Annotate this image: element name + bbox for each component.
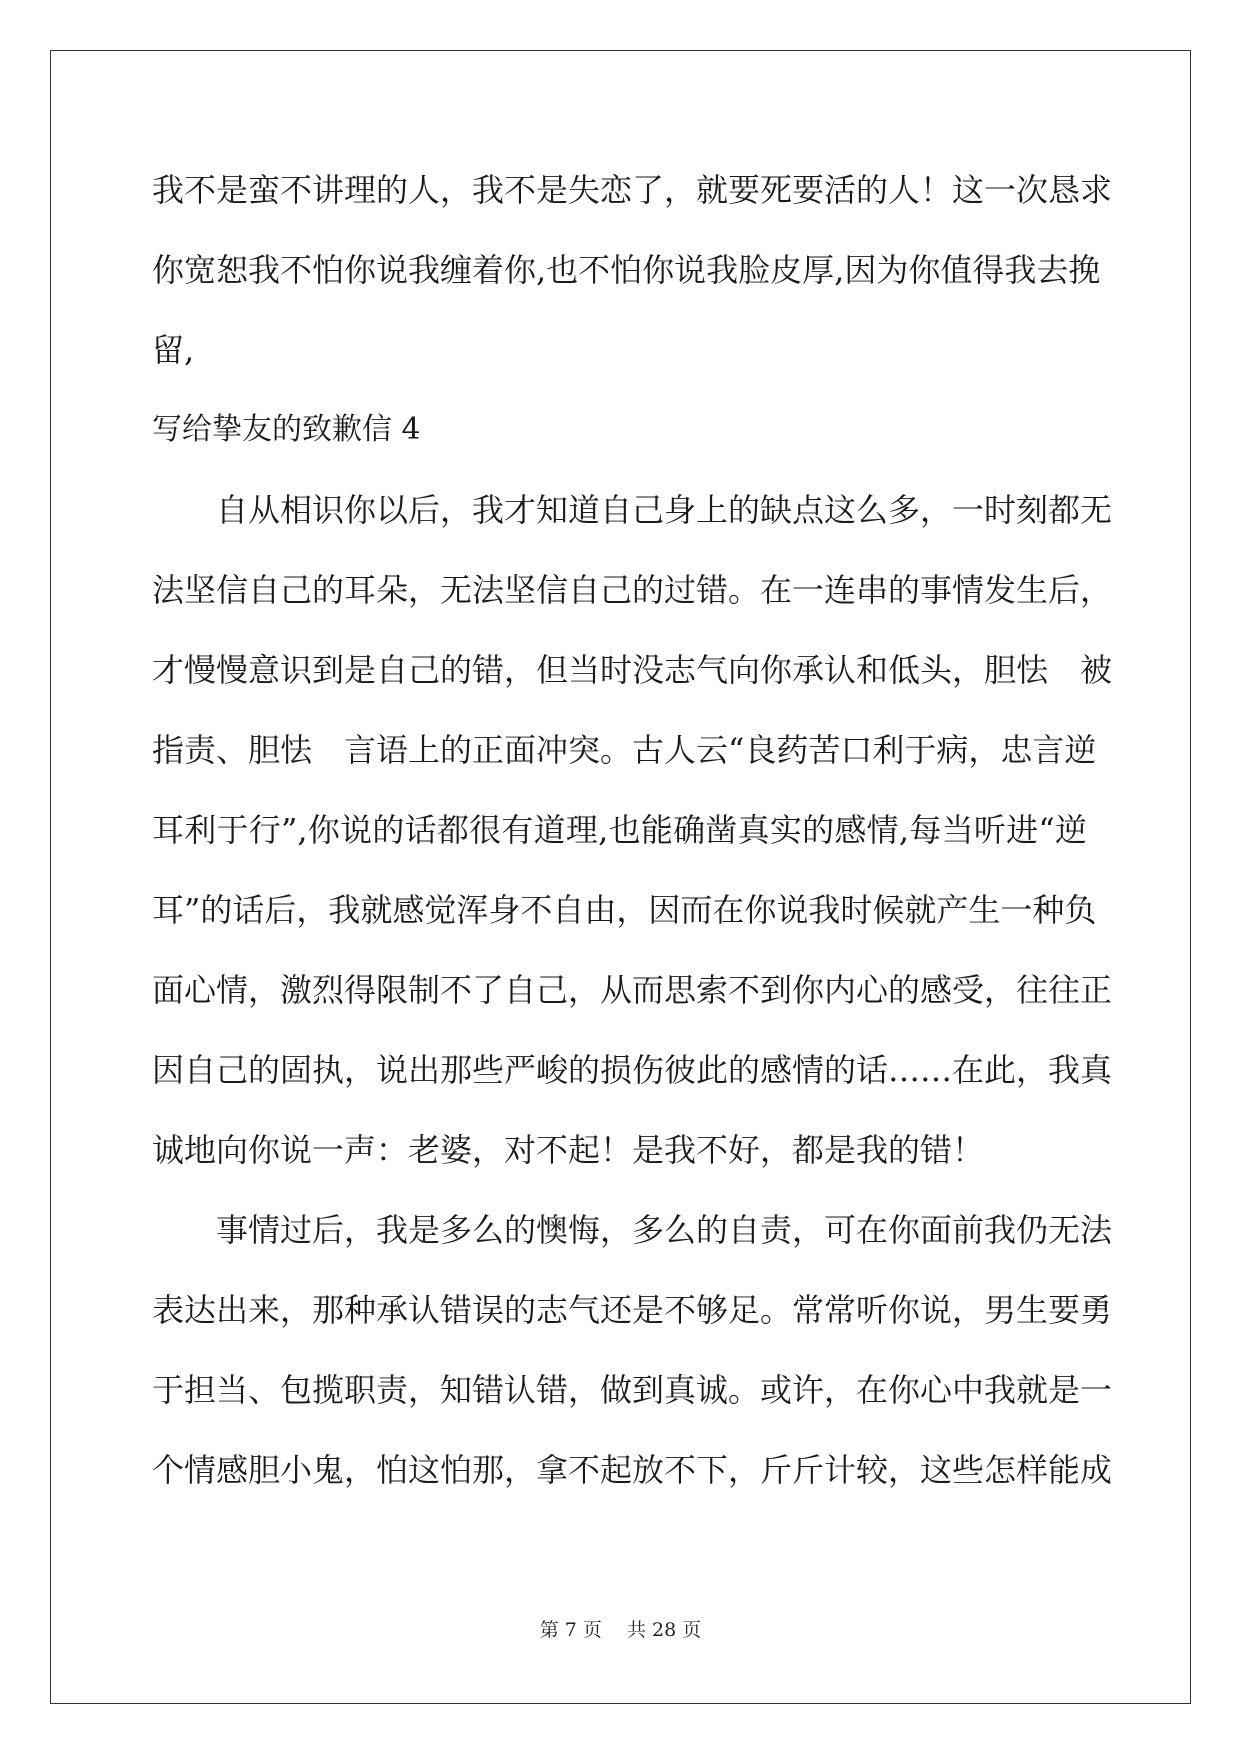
paragraph-1-line-5: 耳利于行”,你说的话都很有道理,也能确凿真实的感情,每当听进“逆 (152, 811, 1087, 849)
paragraph-1-line-8: 因自己的固执，说出那些严峻的损伤彼此的感情的话……在此，我真 (152, 1051, 1113, 1089)
paragraph-1-line-6: 耳”的话后，我就感觉浑身不自由，因而在你说我时候就产生一种负 (152, 891, 1097, 929)
text-line-3: 留, (152, 331, 195, 369)
paragraph-2-line-2: 表达出来，那种承认错误的志气还是不够足。常常听你说，男生要勇 (152, 1291, 1113, 1329)
paragraph-2-line-4: 个情感胆小鬼，怕这怕那，拿不起放不下，斤斤计较，这些怎样能成 (152, 1451, 1113, 1489)
page-number-footer: 第 7 页 共 28 页 (539, 1619, 702, 1641)
paragraph-1-line-1: 自从相识你以后，我才知道自己身上的缺点这么多，一时刻都无 (216, 491, 1113, 529)
paragraph-1-line-2: 法坚信自己的耳朵，无法坚信自己的过错。在一连串的事情发生后， (152, 571, 1113, 609)
paragraph-1-line-4: 指责、胆怯 言语上的正面冲突。古人云“良药苦口利于病，忠言逆 (152, 731, 1097, 769)
paragraph-2-line-1: 事情过后，我是多么的懊悔，多么的自责，可在你面前我仍无法 (216, 1211, 1113, 1249)
paragraph-1-line-3: 才慢慢意识到是自己的错，但当时没志气向你承认和低头，胆怯 被 (152, 651, 1113, 689)
paragraph-2-line-3: 于担当、包揽职责，知错认错，做到真诚。或许，在你心中我就是一 (152, 1371, 1113, 1409)
section-heading: 写给挚友的致歉信 4 (152, 412, 421, 447)
paragraph-1-line-9: 诚地向你说一声：老婆，对不起！是我不好，都是我的错！ (152, 1131, 985, 1169)
paragraph-1-line-7: 面心情，激烈得限制不了自己，从而思索不到你内心的感受，往往正 (152, 971, 1113, 1009)
text-line-1: 我不是蛮不讲理的人，我不是失恋了，就要死要活的人！这一次恳求 (152, 171, 1113, 209)
text-line-2: 你宽恕我不怕你说我缠着你,也不怕你说我脸皮厚,因为你值得我去挽 (152, 251, 1101, 289)
